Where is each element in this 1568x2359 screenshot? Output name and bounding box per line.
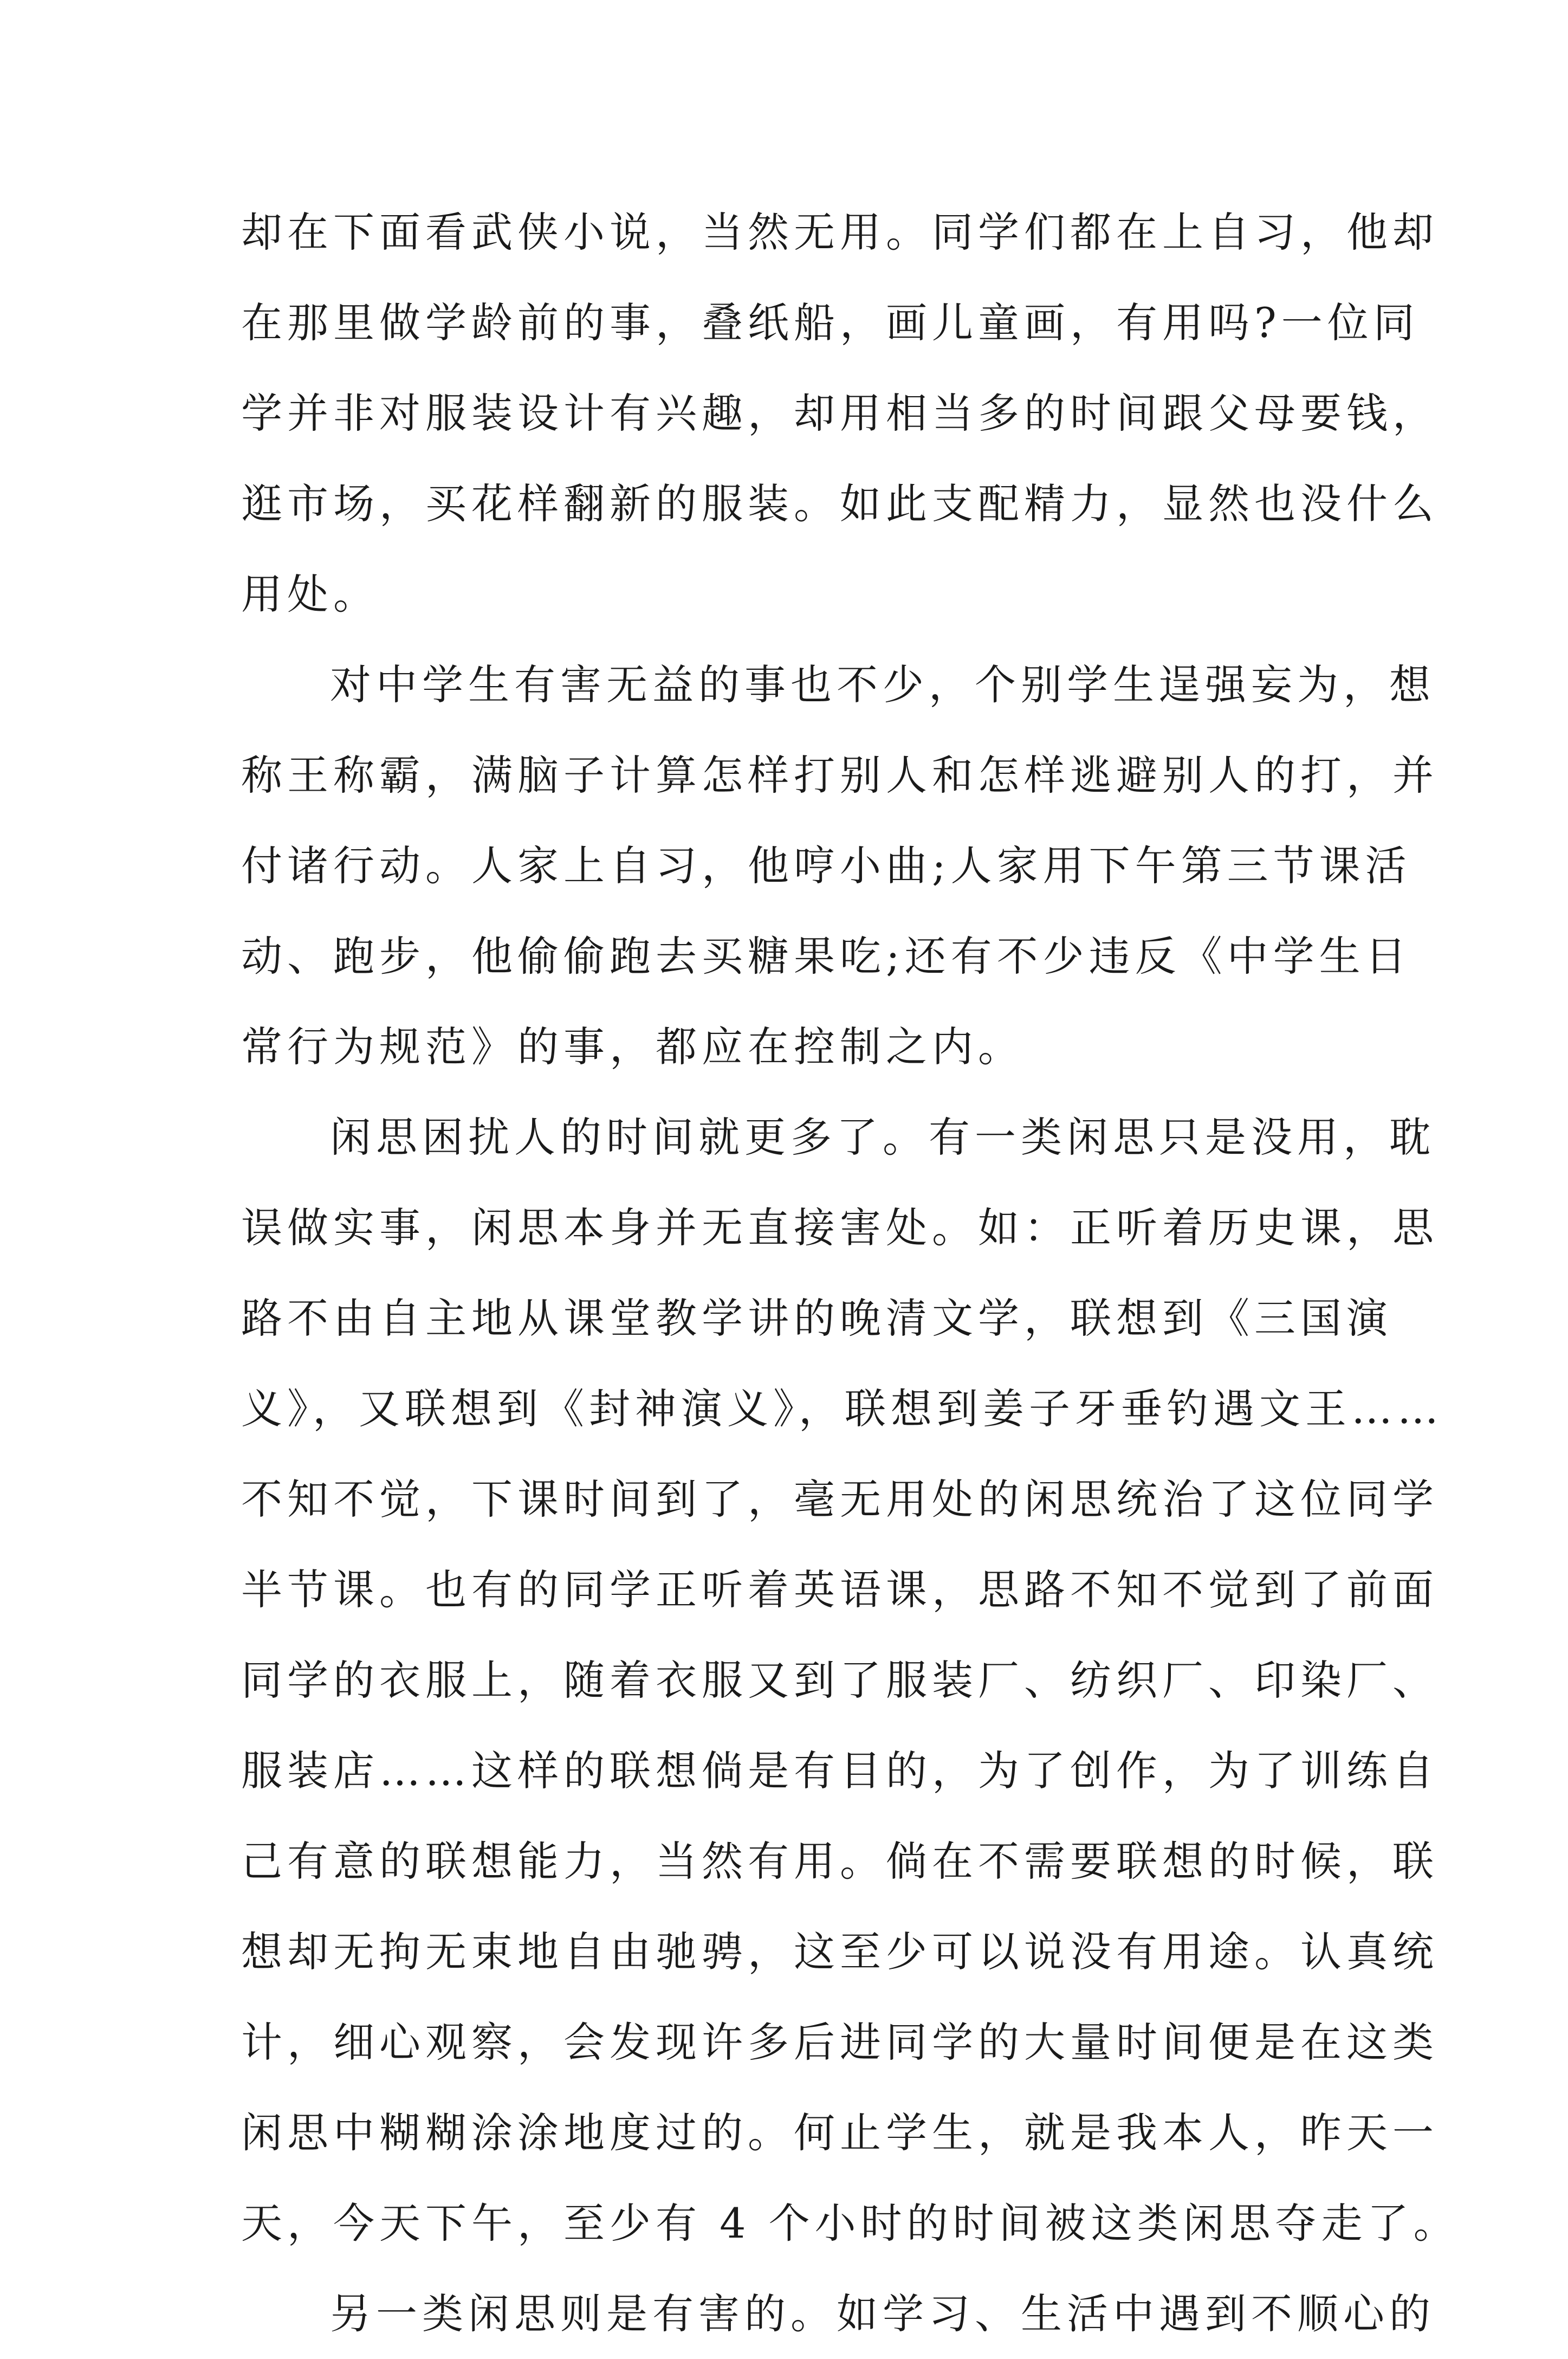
- text-line: 误做实事，闲思本身并无直接害处。如：正听着历史课，思: [241, 1204, 1439, 1252]
- text-line: 同学的衣服上，随着衣服又到了服装厂、纺织厂、印染厂、: [241, 1656, 1439, 1704]
- text-line: 想却无拘无束地自由驰骋，这至少可以说没有用途。认真统: [241, 1928, 1439, 1976]
- paragraph-3: [241, 1092, 1460, 2268]
- text-line: 闲思中糊糊涂涂地度过的。何止学生，就是我本人，昨天一: [241, 2109, 1439, 2157]
- text-line: 路不由自主地从课堂教学讲的晚清文学，联想到《三国演: [241, 1294, 1392, 1342]
- text-line: 却在下面看武侠小说，当然无用。同学们都在上自习，他却: [241, 208, 1439, 256]
- text-line: 义》，又联想到《封神演义》，联想到姜子牙垂钓遇文王……: [241, 1385, 1443, 1433]
- text-line: 不知不觉，下课时间到了，毫无用处的闲思统治了这位同学: [241, 1475, 1439, 1523]
- paragraph-4: [241, 2268, 1435, 2359]
- text-line: 半节课。也有的同学正听着英语课，思路不知不觉到了前面: [241, 1566, 1439, 1614]
- text-line: 常行为规范》的事，都应在控制之内。: [241, 1023, 1024, 1071]
- text-line: 计，细心观察，会发现许多后进同学的大量时间便是在这类: [241, 2018, 1439, 2066]
- text-line: 己有意的联想能力，当然有用。倘在不需要联想的时候，联: [241, 1837, 1439, 1885]
- text-line: 闲思困扰人的时间就更多了。有一类闲思只是没用，耽: [330, 1113, 1435, 1161]
- paragraph-1: [241, 187, 1439, 639]
- text-line: 在那里做学龄前的事，叠纸船，画儿童画，有用吗?一位同: [241, 299, 1420, 347]
- text-line: 对中学生有害无益的事也不少，个别学生逞强妄为，想: [330, 661, 1435, 709]
- text-line: 付诸行动。人家上自习，他哼小曲;人家用下午第三节课活: [241, 842, 1411, 890]
- text-line: 逛市场，买花样翻新的服装。如此支配精力，显然也没什么: [241, 480, 1439, 528]
- text-line: 动、跑步，他偷偷跑去买糖果吃;还有不少违反《中学生日: [241, 932, 1411, 980]
- text-line: 学并非对服装设计有兴趣，却用相当多的时间跟父母要钱，: [241, 389, 1439, 437]
- text-line: 称王称霸，满脑子计算怎样打别人和怎样逃避别人的打，并: [241, 751, 1439, 799]
- text-line: 服装店……这样的联想倘是有目的，为了创作，为了训练自: [241, 1747, 1439, 1795]
- text-line: 天，今天下午，至少有 4 个小时的时间被这类闲思夺走了。: [241, 2199, 1460, 2247]
- text-line: 另一类闲思则是有害的。如学习、生活中遇到不顺心的: [330, 2290, 1435, 2338]
- document-body: [241, 187, 1460, 2359]
- paragraph-2: [241, 639, 1439, 1092]
- text-line: 用处。: [241, 570, 379, 618]
